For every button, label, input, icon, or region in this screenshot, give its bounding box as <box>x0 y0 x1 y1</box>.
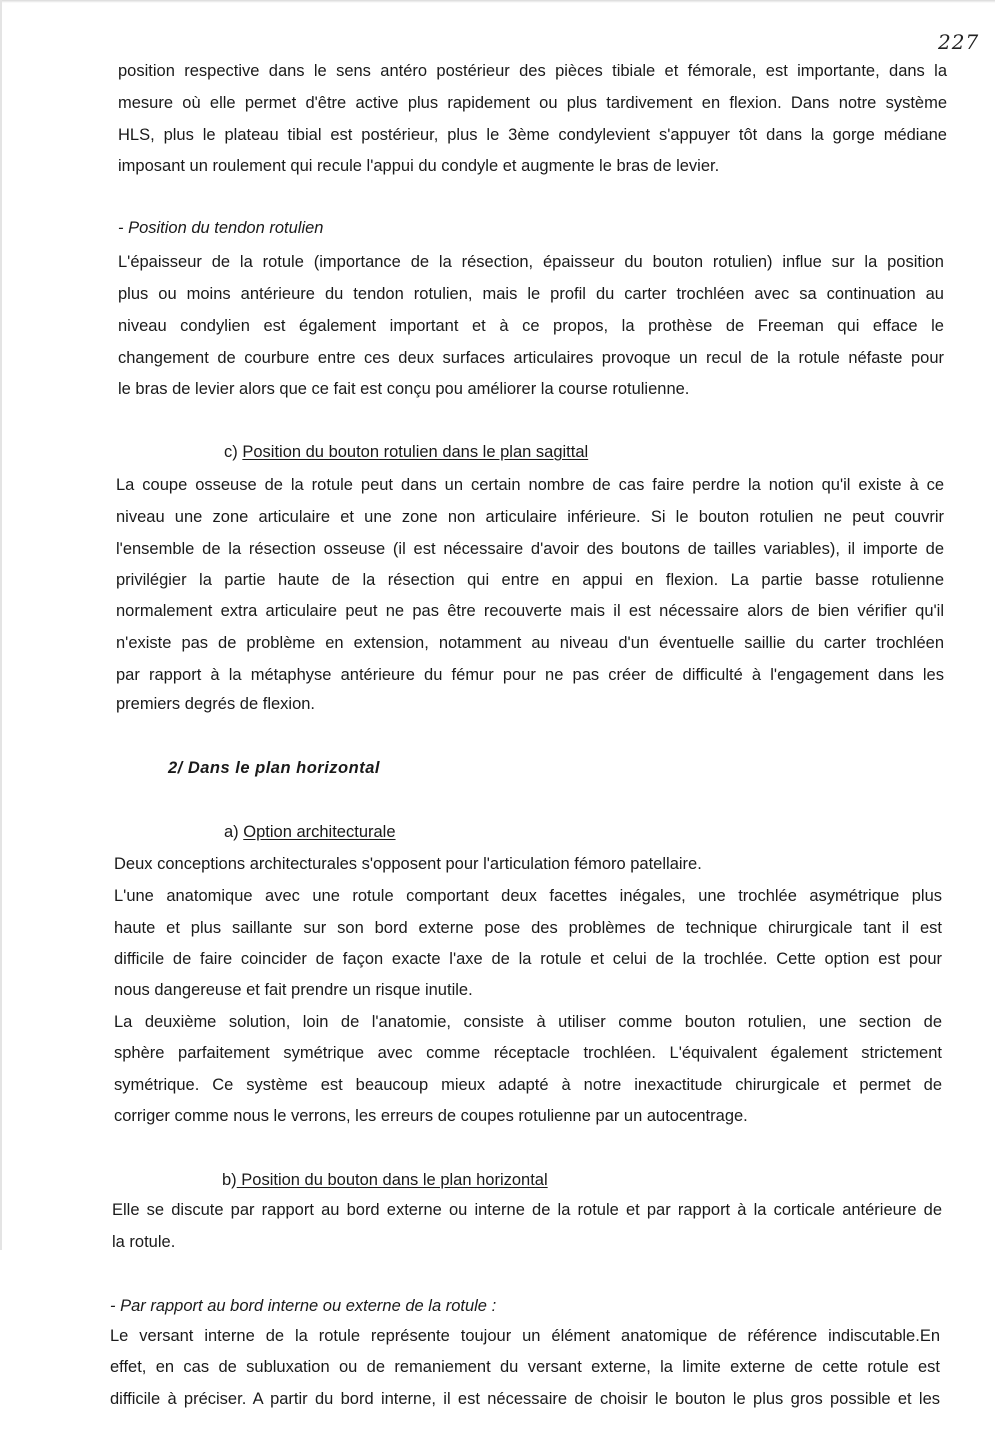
subsection-title: Position du bouton dans le plan horizontal <box>236 1171 548 1189</box>
subsection-heading-b <box>222 1170 548 1190</box>
paragraph-line: niveau une zone articulaire et une zone non articulaire inférieure. Si le bouton rotulien ne peut couvrir <box>116 508 944 526</box>
paragraph-line: corriger comme nous le verrons, les erreurs de coupes rotulienne par un autocentrage. <box>114 1107 748 1125</box>
paragraph-line: La deuxième solution, loin de l'anatomie, consiste à utiliser comme bouton rotulien, une section de <box>114 1013 942 1031</box>
paragraph-line: Elle se discute par rapport au bord externe ou interne de la rotule et par rapport à la corticale antérieure de <box>112 1201 942 1219</box>
scan-edge-left <box>0 0 2 1250</box>
paragraph-line: position respective dans le sens antéro postérieur des pièces tibiale et fémorale, est importante, dans la <box>118 62 947 80</box>
paragraph-line: mesure où elle permet d'être active plus rapidement ou plus tardivement en flexion. Dans notre système <box>118 94 947 112</box>
paragraph-line: l'ensemble de la résection osseuse (il est nécessaire d'avoir des boutons de tailles variables), il importe de <box>116 540 944 558</box>
paragraph-line: effet, en cas de subluxation ou de remaniement du versant externe, la limite externe de cette rotule est <box>110 1358 940 1376</box>
paragraph-line: Deux conceptions architecturales s'opposent pour l'articulation fémoro patellaire. <box>114 855 702 873</box>
paragraph-line: difficile de faire coincider de façon exacte l'axe de la rotule et celui de la trochlée. Cette option est pour <box>114 950 942 968</box>
section-title-tendon: - Position du tendon rotulien <box>118 219 324 237</box>
paragraph-line: premiers degrés de flexion. <box>116 695 316 713</box>
paragraph-line: difficile à préciser. A partir du bord interne, il est nécessaire de choisir le bouton le plus gros possible et les <box>110 1390 940 1408</box>
paragraph-line: nous dangereuse et fait prendre un risque inutile. <box>114 981 473 999</box>
section-heading-2: 2/ Dans le plan horizontal <box>168 759 380 777</box>
page-number: 227 <box>938 30 980 54</box>
scan-edge <box>0 0 995 3</box>
paragraph-line: changement de courbure entre ces deux surfaces articulaires provoque un recul de la rotule néfaste pour <box>118 349 944 367</box>
paragraph-line: la rotule. <box>112 1233 176 1251</box>
subsection-prefix: a) <box>224 823 244 841</box>
paragraph-line: La coupe osseuse de la rotule peut dans un certain nombre de cas faire perdre la notion qu'il existe à ce <box>116 476 944 494</box>
paragraph-line: HLS, plus le plateau tibial est postérieur, plus le 3ème condylevient s'appuyer tôt dans la gorge médiane <box>118 126 947 144</box>
paragraph-line: niveau condylien est également important et à ce propos, la prothèse de Freeman qui efface le <box>118 317 944 335</box>
subsection-title: Option architecturale <box>243 823 396 841</box>
paragraph-line: haute et plus saillante sur son bord externe pose des problèmes de technique chirurgicale tant il est <box>114 919 942 937</box>
paragraph-line: imposant un roulement qui recule l'appui du condyle et augmente le bras de levier. <box>118 157 720 175</box>
subsection-prefix: b) <box>222 1171 237 1189</box>
paragraph-line: L'une anatomique avec une rotule comportant deux facettes inégales, une trochlée asymétrique plus <box>114 887 942 905</box>
paragraph-line: sphère parfaitement symétrique avec comme réceptacle trochléen. L'équivalent également strictement <box>114 1044 942 1062</box>
paragraph-line: plus ou moins antérieure du tendon rotulien, mais le profil du carter trochléen avec sa continuation au <box>118 285 944 303</box>
paragraph-line: Le versant interne de la rotule représente toujour un élément anatomique de référence indiscutable.En <box>110 1327 940 1345</box>
paragraph-line: le bras de levier alors que ce fait est conçu pou améliorer la course rotulienne. <box>118 380 690 398</box>
section-title-bord: - Par rapport au bord interne ou externe de la rotule : <box>110 1297 497 1315</box>
paragraph-line: n'existe pas de problème en extension, notamment au niveau d'un éventuelle saillie du carter trochléen <box>116 634 944 652</box>
subsection-heading-c <box>224 442 588 462</box>
paragraph-line: par rapport à la métaphyse antérieure du fémur pour ne pas créer de difficulté à l'engagement dans les <box>116 666 944 684</box>
paragraph-line: symétrique. Ce système est beaucoup mieux adapté à notre inexactitude chirurgicale et permet de <box>114 1076 942 1094</box>
paragraph-line: normalement extra articulaire peut ne pas être recouverte mais il est nécessaire alors de bien vérifier qu'il <box>116 602 944 620</box>
paragraph-line: L'épaisseur de la rotule (importance de la résection, épaisseur du bouton rotulien) influe sur la position <box>118 253 944 271</box>
paragraph-line: privilégier la partie haute de la résection qui entre en appui en flexion. La partie basse rotulienne <box>116 571 944 589</box>
subsection-title: Position du bouton rotulien dans le plan sagittal <box>242 443 589 461</box>
subsection-prefix: c) <box>224 443 243 461</box>
subsection-heading-a <box>224 822 396 842</box>
